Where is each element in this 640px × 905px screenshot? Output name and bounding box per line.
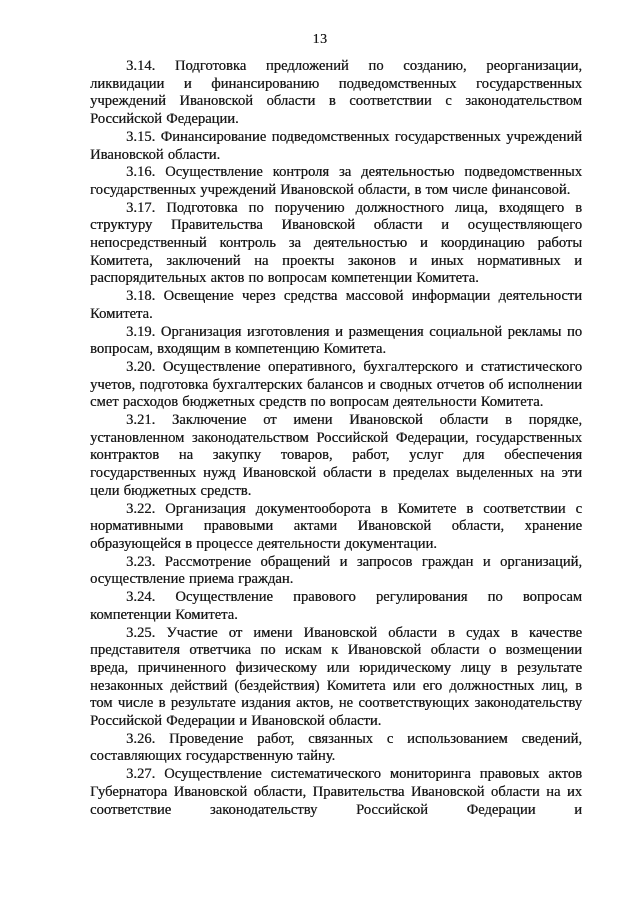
paragraph-3-23: 3.23. Рассмотрение обращений и запросов граждан и организаций, осуществление приема граждан. bbox=[90, 553, 582, 588]
paragraph-3-20: 3.20. Осуществление оперативного, бухгалтерского и статистического учетов, подготовка бухгалтерских балансов и сводных отчетов об исполнении смет расходов бюджетных средств по вопросам деятельности Комитета. bbox=[90, 358, 582, 411]
paragraph-3-17: 3.17. Подготовка по поручению должностного лица, входящего в структуру Правительства Ивановской области и осуществляющего непосредственный контроль за деятельностью и координацию работы Комитета, заключений на проекты законов и иных нормативных и распорядительных актов по вопросам компетенции Комитета. bbox=[90, 199, 582, 287]
document-body bbox=[90, 58, 582, 819]
paragraph-3-19: 3.19. Организация изготовления и размещения социальной рекламы по вопросам, входящим в компетенцию Комитета. bbox=[90, 323, 582, 358]
paragraph-3-24: 3.24. Осуществление правового регулирования по вопросам компетенции Комитета. bbox=[90, 589, 582, 623]
page-number: 13 bbox=[312, 32, 328, 47]
paragraph-3-21: 3.21. Заключение от имени Ивановской области в порядке, установленном законодательством Российской Федерации, государственных контрактов на закупку товаров, работ, услуг для обеспечения государственных нужд Ивановской области в пределах выделенных на эти цели бюджетных средств. bbox=[90, 412, 582, 499]
paragraph-3-26: 3.26. Проведение работ, связанных с использованием сведений, составляющих государственную тайну. bbox=[90, 730, 582, 765]
paragraph-3-25: 3.25. Участие от имени Ивановской области в судах в качестве представителя ответчика по искам к Ивановской области о возмещении вреда, причиненного физическому или юридическому лицу в результате незаконных действий (бездействия) Комитета или его должностных лиц, в том числе в результате издания актов, не соответствующих законодательству Российской Федерации и Ивановской области. bbox=[90, 624, 582, 730]
paragraph-3-18: 3.18. Освещение через средства массовой информации деятельности Комитета. bbox=[90, 288, 582, 322]
paragraph-3-16: 3.16. Осуществление контроля за деятельностью подведомственных государственных учреждений Ивановской области, в том числе финансовой. bbox=[90, 164, 582, 198]
paragraph-3-14: 3.14. Подготовка предложений по созданию, реорганизации, ликвидации и финансированию подведомственных государственных учреждений Ивановской области в соответствии с законодательством Российской Федерации. bbox=[90, 58, 582, 128]
paragraph-3-15: 3.15. Финансирование подведомственных государственных учреждений Ивановской области. bbox=[90, 128, 582, 163]
paragraph-3-27: 3.27. Осуществление систематического мониторинга правовых актов Губернатора Ивановской области, Правительства Ивановской области на их соответствие законодательству Российской Федерации и bbox=[90, 766, 582, 818]
paragraph-3-22: 3.22. Организация документооборота в Комитете в соответствии с нормативными правовыми актами Ивановской области, хранение образующейся в процессе деятельности документации. bbox=[90, 500, 582, 552]
